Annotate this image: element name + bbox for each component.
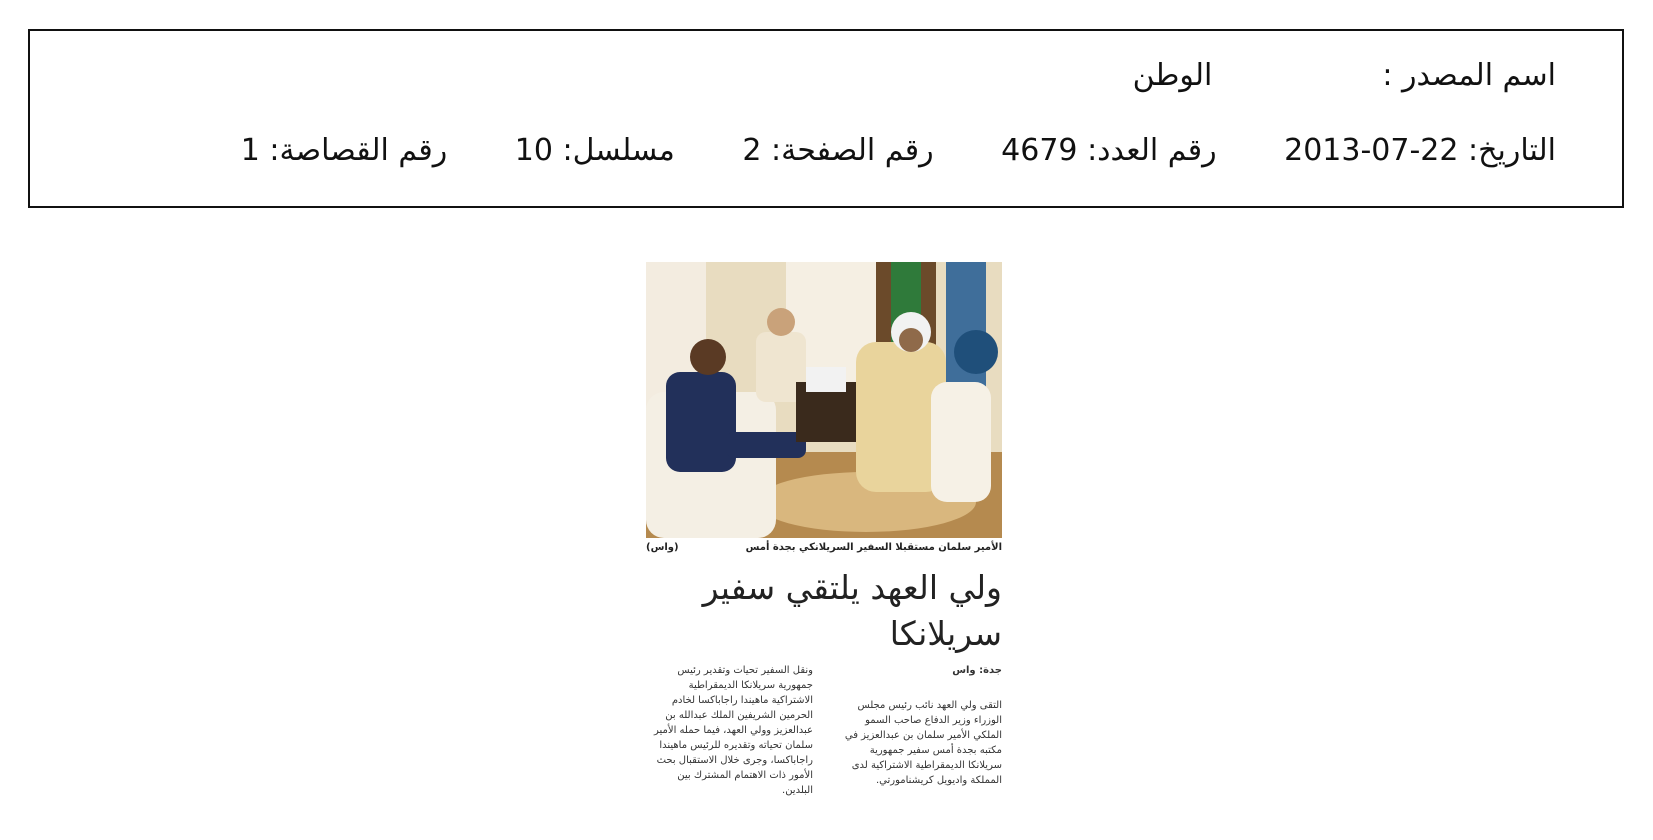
meeting-photo-illustration bbox=[646, 262, 1002, 538]
page-value: 2 bbox=[742, 133, 762, 168]
source-label: اسم المصدر : bbox=[1382, 58, 1556, 93]
details-row bbox=[241, 134, 1556, 168]
meeting-photo bbox=[646, 262, 1002, 538]
column-2-text: ونقل السفير تحيات وتقدير رئيس جمهورية سريلانكا الديمقراطية الاشتراكية ماهيندا راجاباكسا لخادم الحرمين الشريفين الملك عبدالله بن عبدالعزيز وولي العهد، فيما حمله الأمير سلمان تحياته وتقديره للرئيس ماهيندا راجاباكسا، وجرى خلال الاستقبال بحث الأمور ذات الاهتمام المشترك بين البلدين. bbox=[653, 665, 813, 796]
caption-text: الأمير سلمان مستقبلا السفير السريلانكي بجدة أمس bbox=[745, 542, 1002, 553]
caption-credit: (واس) bbox=[646, 542, 679, 553]
date-value: 2013-07-22 bbox=[1284, 133, 1459, 168]
article-body bbox=[646, 663, 1002, 798]
serial-value: 10 bbox=[514, 133, 553, 168]
article-headline bbox=[646, 565, 1002, 657]
headline-line-2: سريلانكا bbox=[889, 614, 1002, 653]
newspaper-clipping bbox=[646, 262, 1002, 798]
clip-number-label: رقم القصاصة: bbox=[269, 133, 448, 168]
issue-field bbox=[1001, 134, 1216, 168]
clip-number-field bbox=[241, 134, 447, 168]
headline-line-1: ولي العهد يلتقي سفير bbox=[702, 568, 1002, 607]
source-value: الوطن bbox=[1132, 58, 1213, 93]
date-label: التاريخ: bbox=[1468, 133, 1556, 168]
date-field bbox=[1284, 134, 1556, 168]
clipping-metadata-box bbox=[28, 29, 1624, 208]
clip-number-value: 1 bbox=[240, 133, 260, 168]
dateline: جدة: واس bbox=[952, 665, 1002, 676]
page-field bbox=[742, 134, 933, 168]
serial-field bbox=[515, 134, 675, 168]
source-row bbox=[1133, 59, 1556, 93]
article-column-1 bbox=[835, 663, 1002, 798]
photo-caption bbox=[646, 542, 1002, 553]
issue-label: رقم العدد: bbox=[1087, 133, 1217, 168]
article-column-2 bbox=[646, 663, 813, 798]
page-label: رقم الصفحة: bbox=[771, 133, 934, 168]
issue-value: 4679 bbox=[1001, 133, 1078, 168]
serial-label: مسلسل: bbox=[562, 133, 675, 168]
column-1-text: التقى ولي العهد نائب رئيس مجلس الوزراء وزير الدفاع صاحب السمو الملكي الأمير سلمان بن عبدالعزيز في مكتبه بجدة أمس سفير جمهورية سريلانكا الديمقراطية الاشتراكية لدى المملكة واديويل كريشنامورتي. bbox=[844, 700, 1002, 786]
